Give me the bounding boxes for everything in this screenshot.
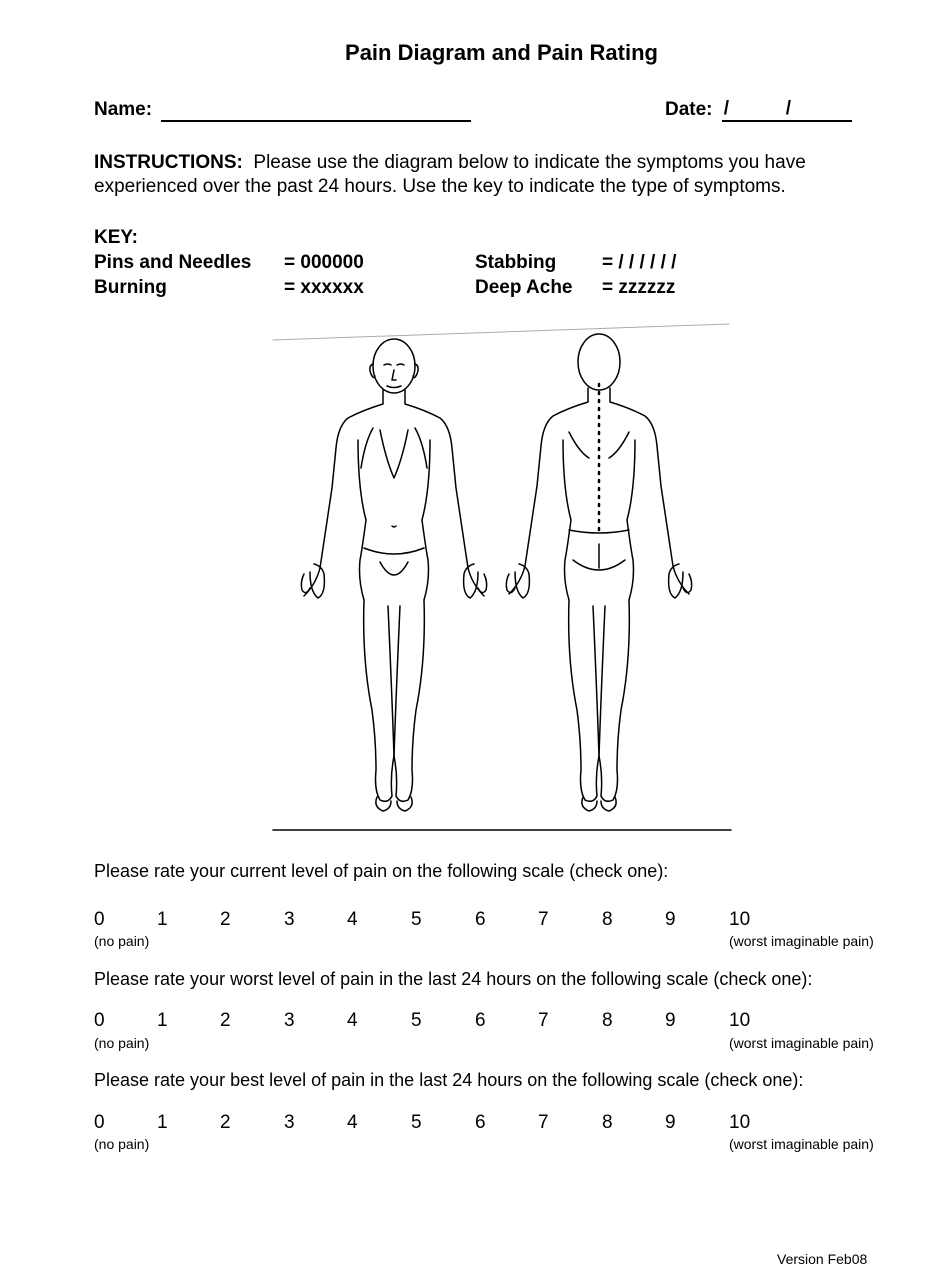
scale-low-label: (no pain) bbox=[94, 1136, 150, 1152]
scale-option-2[interactable]: 2 bbox=[220, 1112, 231, 1133]
scale-option-1[interactable]: 1 bbox=[157, 1010, 168, 1031]
scale-option-10[interactable]: 10 bbox=[729, 909, 751, 930]
scale-question: Please rate your best level of pain in the last 24 hours on the following scale (check one): bbox=[94, 1070, 804, 1090]
scale-option-9[interactable]: 9 bbox=[665, 1010, 676, 1031]
scale-option-6[interactable]: 6 bbox=[475, 1112, 486, 1133]
scan-edge-line bbox=[273, 324, 729, 340]
name-row bbox=[94, 98, 471, 122]
scale-option-4[interactable]: 4 bbox=[347, 909, 358, 930]
key-item-code: = 000000 bbox=[284, 252, 364, 273]
scale-option-3[interactable]: 3 bbox=[284, 1010, 295, 1031]
date-field[interactable] bbox=[722, 100, 852, 122]
scale-option-5[interactable]: 5 bbox=[411, 1112, 422, 1133]
scale-option-7[interactable]: 7 bbox=[538, 1010, 549, 1031]
scale-option-10[interactable]: 10 bbox=[729, 1010, 751, 1031]
scale-option-0[interactable]: 0 bbox=[94, 909, 105, 930]
instructions-line-2: experienced over the past 24 hours. Use the key to indicate the type of symptoms. bbox=[94, 176, 786, 197]
scale-option-1[interactable]: 1 bbox=[157, 1112, 168, 1133]
scale-option-6[interactable]: 6 bbox=[475, 1010, 486, 1031]
scale-option-9[interactable]: 9 bbox=[665, 1112, 676, 1133]
key-item-name: Pins and Needles bbox=[94, 252, 252, 273]
scale-option-6[interactable]: 6 bbox=[475, 909, 486, 930]
key-item-code: = zzzzzz bbox=[602, 277, 676, 298]
scale-option-2[interactable]: 2 bbox=[220, 909, 231, 930]
scale-low-label: (no pain) bbox=[94, 1035, 150, 1051]
name-label: Name: bbox=[94, 99, 153, 120]
scale-option-7[interactable]: 7 bbox=[538, 909, 549, 930]
scale-option-2[interactable]: 2 bbox=[220, 1010, 231, 1031]
scale-option-4[interactable]: 4 bbox=[347, 1010, 358, 1031]
scale-option-10[interactable]: 10 bbox=[729, 1112, 751, 1133]
key-item-code: = xxxxxx bbox=[284, 277, 364, 298]
key-label: KEY: bbox=[94, 227, 138, 248]
scale-option-4[interactable]: 4 bbox=[347, 1112, 358, 1133]
scale-option-1[interactable]: 1 bbox=[157, 909, 168, 930]
name-field[interactable] bbox=[161, 100, 471, 122]
date-row bbox=[665, 98, 852, 122]
date-slash-2: / bbox=[785, 98, 792, 119]
version-footer: Version Feb08 bbox=[777, 1251, 868, 1267]
scale-option-9[interactable]: 9 bbox=[665, 909, 676, 930]
scale-option-7[interactable]: 7 bbox=[538, 1112, 549, 1133]
key-item-name: Deep Ache bbox=[475, 277, 573, 298]
scale-high-label: (worst imaginable pain) bbox=[729, 1035, 874, 1051]
scale-low-label: (no pain) bbox=[94, 933, 150, 949]
key-item-name: Stabbing bbox=[475, 252, 557, 273]
body-diagram[interactable] bbox=[273, 300, 733, 836]
key-item-code: = / / / / / / bbox=[602, 252, 677, 273]
scale-option-8[interactable]: 8 bbox=[602, 1010, 613, 1031]
page-title: Pain Diagram and Pain Rating bbox=[345, 40, 658, 65]
scale-high-label: (worst imaginable pain) bbox=[729, 933, 874, 949]
scale-option-5[interactable]: 5 bbox=[411, 909, 422, 930]
scale-question: Please rate your current level of pain on the following scale (check one): bbox=[94, 861, 669, 881]
instructions bbox=[94, 151, 914, 199]
instructions-line-1: Please use the diagram below to indicate the symptoms you have bbox=[253, 152, 806, 173]
instructions-label: INSTRUCTIONS: bbox=[94, 152, 243, 173]
scale-question: Please rate your worst level of pain in the last 24 hours on the following scale (check one): bbox=[94, 969, 813, 989]
date-label: Date: bbox=[665, 99, 713, 120]
front-body-figure[interactable] bbox=[301, 339, 486, 811]
scale-option-8[interactable]: 8 bbox=[602, 909, 613, 930]
back-body-figure[interactable] bbox=[506, 334, 691, 811]
date-slash-1: / bbox=[723, 98, 730, 119]
scale-option-8[interactable]: 8 bbox=[602, 1112, 613, 1133]
scale-option-0[interactable]: 0 bbox=[94, 1112, 105, 1133]
scale-option-5[interactable]: 5 bbox=[411, 1010, 422, 1031]
scale-high-label: (worst imaginable pain) bbox=[729, 1136, 874, 1152]
scale-option-0[interactable]: 0 bbox=[94, 1010, 105, 1031]
scale-option-3[interactable]: 3 bbox=[284, 1112, 295, 1133]
scale-option-3[interactable]: 3 bbox=[284, 909, 295, 930]
key-item-name: Burning bbox=[94, 277, 167, 298]
